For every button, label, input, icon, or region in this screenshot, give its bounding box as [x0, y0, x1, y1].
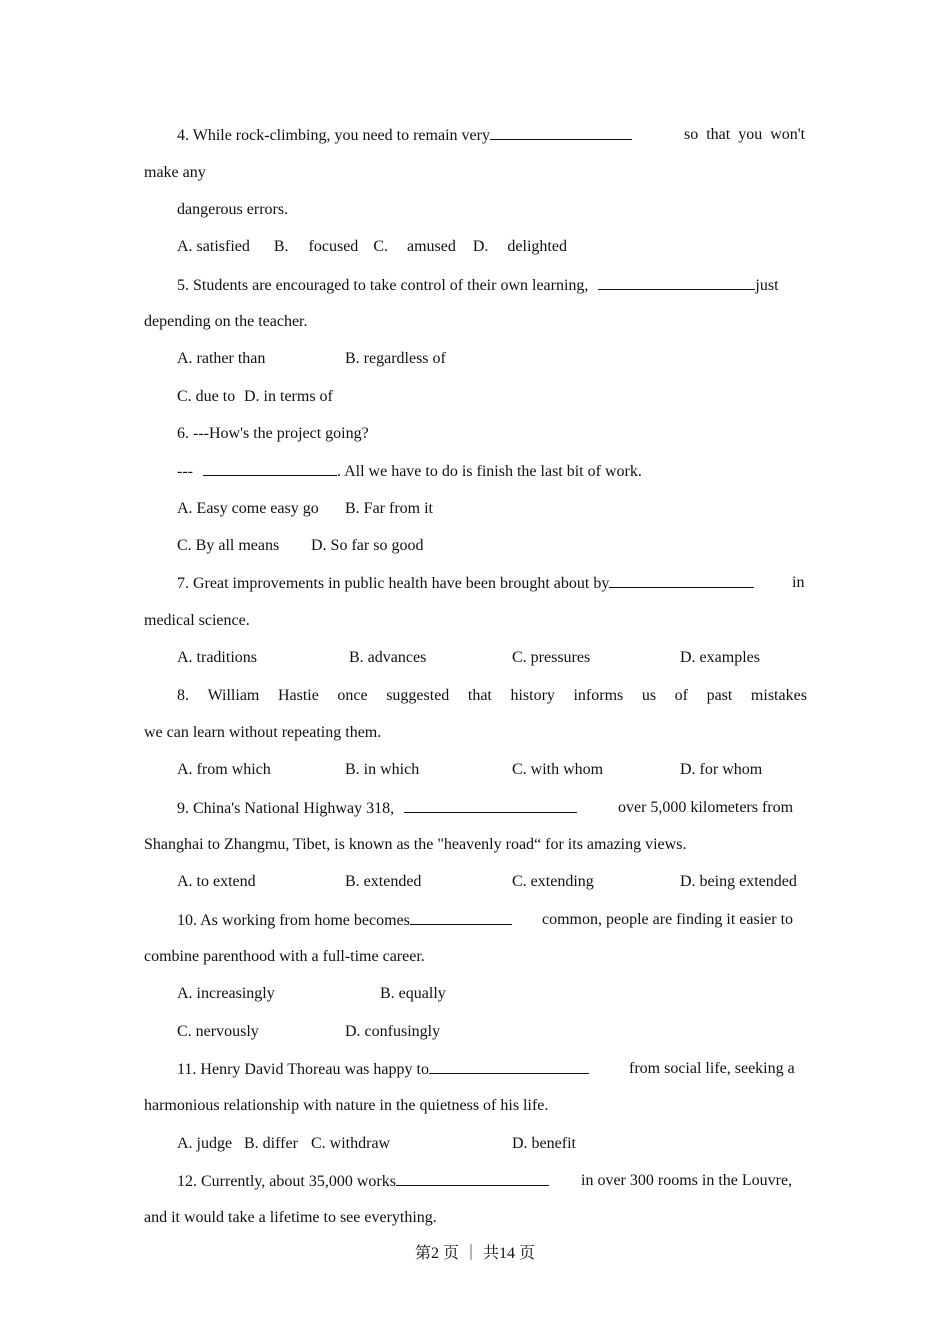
- q10-option-b[interactable]: B. equally: [380, 985, 446, 1002]
- q8-word: Hastie: [277, 687, 319, 704]
- q8-option-b[interactable]: B. in which: [345, 761, 420, 778]
- q8-word: that: [467, 687, 492, 704]
- q4-option-c-letter[interactable]: C.: [373, 238, 388, 255]
- q5-continuation: depending on the teacher.: [144, 313, 308, 330]
- q4-lead: [177, 125, 632, 146]
- q12-blank[interactable]: [396, 1171, 549, 1186]
- q5-option-c[interactable]: C. due to: [177, 388, 236, 405]
- q4-option-b[interactable]: focused: [308, 238, 359, 255]
- q10-option-d[interactable]: D. confusingly: [345, 1023, 441, 1040]
- q9-lead: [177, 798, 577, 819]
- q12-continuation: and it would take a lifetime to see everything.: [144, 1209, 437, 1226]
- q9-tail: over 5,000 kilometers from: [618, 799, 794, 816]
- q4-option-a[interactable]: A. satisfied: [177, 238, 250, 255]
- q5-option-b[interactable]: B. regardless of: [345, 350, 446, 367]
- q11-continuation: harmonious relationship with nature in the quietness of his life.: [144, 1097, 549, 1114]
- q7-lead: [177, 573, 754, 594]
- q7-option-a[interactable]: A. traditions: [177, 649, 257, 666]
- q4-tail: so that you won't: [684, 126, 806, 143]
- q10-continuation: combine parenthood with a full-time career.: [144, 948, 425, 965]
- q7-blank[interactable]: [609, 573, 754, 588]
- q4-option-b-letter[interactable]: B.: [273, 238, 289, 255]
- q5-blank[interactable]: [598, 275, 755, 290]
- q10-lead-text: 10. As working from home becomes: [177, 912, 410, 929]
- q8-word: us: [641, 687, 657, 704]
- q10-tail: common, people are finding it easier to: [542, 911, 794, 928]
- q5-option-d[interactable]: D. in terms of: [244, 388, 333, 405]
- q9-continuation: Shanghai to Zhangmu, Tibet, is known as the "heavenly road“ for its amazing views.: [144, 836, 687, 853]
- q9-option-b[interactable]: B. extended: [345, 873, 422, 890]
- q5-lead-text: 5. Students are encouraged to take control of their own learning,: [177, 277, 589, 294]
- q6-question: 6. ---How's the project going?: [177, 425, 369, 442]
- q8-lead: [177, 686, 807, 706]
- q6-option-a[interactable]: A. Easy come easy go: [177, 500, 319, 517]
- q8-continuation: we can learn without repeating them.: [144, 724, 382, 741]
- q12-lead: [177, 1171, 549, 1192]
- q11-option-d[interactable]: D. benefit: [512, 1135, 576, 1152]
- q4-option-c[interactable]: amused: [406, 238, 456, 255]
- q8-word: suggested: [386, 687, 450, 704]
- q6-option-b[interactable]: B. Far from it: [345, 500, 433, 517]
- q5-option-a[interactable]: A. rather than: [177, 350, 266, 367]
- q4-continuation: make any: [144, 164, 206, 181]
- q10-option-a[interactable]: A. increasingly: [177, 985, 275, 1002]
- q12-lead-text: 12. Currently, about 35,000 works: [177, 1173, 396, 1190]
- q4-continuation-2: dangerous errors.: [177, 201, 289, 218]
- q7-tail: in: [792, 574, 805, 591]
- q9-blank[interactable]: [404, 798, 577, 813]
- q8-option-d[interactable]: D. for whom: [680, 761, 763, 778]
- q8-word: once: [337, 687, 368, 704]
- q6-dash: ---: [177, 463, 193, 480]
- q10-blank[interactable]: [410, 910, 512, 925]
- q11-option-c[interactable]: C. withdraw: [311, 1135, 391, 1152]
- q5-lead: [177, 275, 779, 296]
- q8-word: 8.: [177, 687, 189, 704]
- q12-tail: in over 300 rooms in the Louvre,: [581, 1172, 793, 1189]
- q7-option-d[interactable]: D. examples: [680, 649, 760, 666]
- q9-option-a[interactable]: A. to extend: [177, 873, 256, 890]
- q11-option-b[interactable]: B. differ: [244, 1135, 298, 1152]
- q6-tail: . All we have to do is finish the last bit of work.: [336, 463, 642, 480]
- q7-option-b[interactable]: B. advances: [349, 649, 427, 666]
- q8-word: past: [706, 687, 733, 704]
- q9-option-d[interactable]: D. being extended: [680, 873, 797, 890]
- q8-word: mistakes: [750, 687, 807, 704]
- q11-blank[interactable]: [429, 1059, 589, 1074]
- q4-option-d[interactable]: delighted: [507, 238, 567, 255]
- q11-lead: [177, 1059, 589, 1080]
- q11-lead-text: 11. Henry David Thoreau was happy to: [177, 1061, 429, 1078]
- q11-tail: from social life, seeking a: [629, 1060, 795, 1077]
- q9-lead-text: 9. China's National Highway 318,: [177, 800, 395, 817]
- q8-word: informs: [573, 687, 624, 704]
- q8-option-c[interactable]: C. with whom: [512, 761, 604, 778]
- q4-option-d-letter[interactable]: D.: [472, 238, 489, 255]
- q11-option-a[interactable]: A. judge: [177, 1135, 233, 1152]
- q8-word: of: [674, 687, 688, 704]
- q10-option-c[interactable]: C. nervously: [177, 1023, 259, 1040]
- q6-option-d[interactable]: D. So far so good: [311, 537, 424, 554]
- q6-response: [177, 461, 642, 482]
- q4-blank[interactable]: [490, 125, 632, 140]
- q4-lead-text: 4. While rock-climbing, you need to remain very: [177, 127, 490, 144]
- q7-continuation: medical science.: [144, 612, 250, 629]
- q9-option-c[interactable]: C. extending: [512, 873, 594, 890]
- q4-options: [177, 237, 567, 257]
- q8-word: William: [207, 687, 260, 704]
- q5-tail: just: [755, 277, 779, 294]
- q10-lead: [177, 910, 512, 931]
- q6-blank[interactable]: [203, 461, 337, 476]
- page-footer: 第2 页 ｜ 共14 页: [414, 1245, 535, 1262]
- q7-lead-text: 7. Great improvements in public health have been brought about by: [177, 575, 610, 592]
- q7-option-c[interactable]: C. pressures: [512, 649, 591, 666]
- q6-option-c[interactable]: C. By all means: [177, 537, 280, 554]
- q8-option-a[interactable]: A. from which: [177, 761, 271, 778]
- q8-word: history: [510, 687, 555, 704]
